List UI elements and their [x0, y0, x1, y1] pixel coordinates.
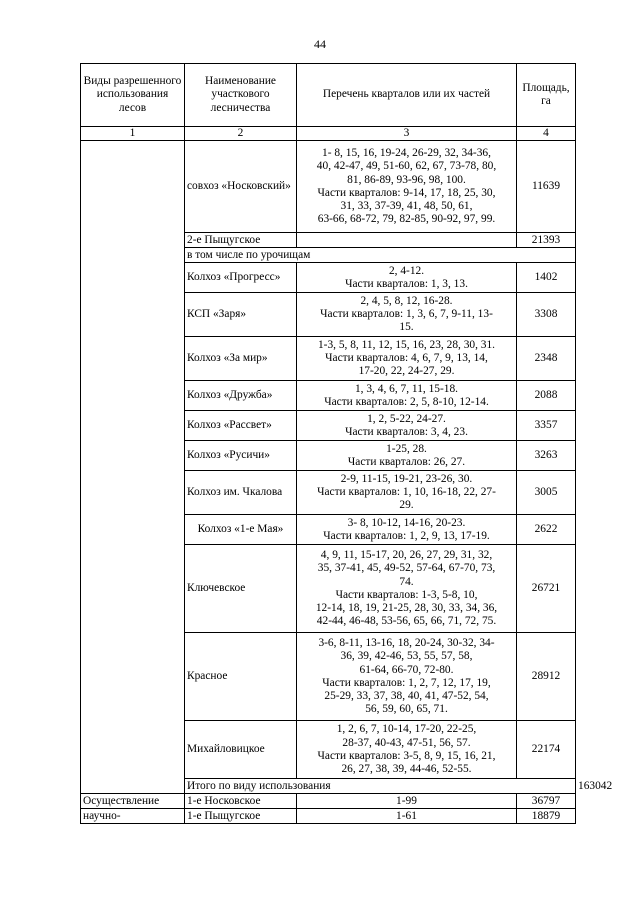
total-row: Итого по виду использования 163042 [81, 779, 576, 794]
quarters-line: Части кварталов: 1, 3, 13. [345, 277, 468, 290]
forestry-name: Ключевское [185, 545, 297, 633]
use-type: научно- [81, 809, 185, 824]
quarters-line: 1- 8, 15, 16, 19-24, 26-29, 32, 34-36, [322, 147, 491, 160]
quarters-list [297, 721, 517, 779]
area-value: 28912 [517, 633, 576, 721]
quarters-empty [297, 233, 517, 248]
forestry-name: Михайловицкое [185, 721, 297, 779]
forestry-name: Колхоз «Прогресс» [185, 263, 297, 293]
forestry-name: Колхоз «Рассвет» [185, 411, 297, 441]
forestry-name: КСП «Заря» [185, 293, 297, 337]
area-value: 2088 [517, 381, 576, 411]
table-row [81, 794, 576, 809]
quarters-line: Части кварталов: 26, 27. [347, 455, 466, 468]
forestry-name: Колхоз им. Чкалова [185, 471, 297, 515]
quarters-line: 17-20, 22, 24-27, 29. [358, 365, 455, 378]
area-value: 3005 [517, 471, 576, 515]
column-numbers-row [81, 127, 576, 141]
quarters-line: 61-64, 66-70, 72-80. [359, 663, 454, 676]
quarters-list [297, 411, 517, 441]
area-value: 11639 [517, 141, 576, 233]
column-number: 4 [517, 127, 576, 141]
area-value: 3357 [517, 411, 576, 441]
quarters-list [297, 141, 517, 233]
quarters-list [297, 633, 517, 721]
area-value: 3308 [517, 293, 576, 337]
quarters-line: Части кварталов: 4, 6, 7, 9, 13, 14, [325, 352, 488, 365]
quarters-list [297, 293, 517, 337]
header-area: Площадь, га [517, 64, 576, 127]
quarters-line: 1, 2, 5-22, 24-27. [367, 412, 446, 425]
quarters-line: 81, 86-89, 93-96, 98, 100. [347, 173, 466, 186]
header-use-type: Виды разрешенного использования лесов [81, 64, 185, 127]
quarters-list [297, 441, 517, 471]
subsection-label: в том числе по урочищам [185, 248, 576, 263]
quarters-line: 2, 4-12. [388, 264, 425, 277]
quarters-line: 1-25, 28. [386, 442, 427, 455]
quarters-line: 3- 8, 10-12, 14-16, 20-23. [347, 516, 466, 529]
forestry-name: Колхоз «1-е Мая» [185, 515, 297, 545]
quarters-line: 3-6, 8-11, 13-16, 18, 20-24, 30-32, 34- [318, 637, 495, 650]
page-number: 44 [314, 37, 326, 51]
forestry-name: 1-е Пыщугское [185, 809, 297, 824]
table-row [81, 141, 576, 233]
quarters-list [297, 337, 517, 381]
quarters-line: 42-44, 46-48, 53-56, 65, 66, 71, 72, 75. [316, 615, 497, 628]
area-value: 26721 [517, 545, 576, 633]
quarters-line: Части кварталов: 1, 10, 16-18, 22, 27- [317, 486, 496, 499]
quarters-line: 12-14, 18, 19, 21-25, 28, 30, 33, 34, 36, [315, 601, 498, 614]
quarters-line: Части кварталов: 3, 4, 23. [345, 425, 468, 438]
quarters-list [297, 381, 517, 411]
column-number: 2 [185, 127, 297, 141]
forestry-name: 2-е Пыщугское [185, 233, 297, 248]
header-forestry-name: Наименование участкового лесничества [185, 64, 297, 127]
total-label: Итого по виду использования [185, 779, 576, 794]
area-value: 1402 [517, 263, 576, 293]
quarters-line: Части кварталов: 1, 3, 6, 7, 9-11, 13- [320, 308, 493, 321]
forestry-name: Колхоз «Русичи» [185, 441, 297, 471]
quarters-line: 35, 37-41, 45, 49-52, 57-64, 67-70, 73, [317, 562, 496, 575]
forestry-name: Колхоз «Дружба» [185, 381, 297, 411]
quarters-line: 29. [399, 499, 414, 512]
quarters-line: 25-29, 33, 37, 38, 40, 41, 47-52, 54, [324, 689, 489, 702]
header-quarters-list: Перечень кварталов или их частей [297, 64, 517, 127]
quarters-line: 26, 27, 38, 39, 44-46, 52-55. [341, 762, 472, 775]
quarters-list: 1-99 [297, 794, 517, 809]
quarters-line: 1, 2, 6, 7, 10-14, 17-20, 22-25, [336, 723, 477, 736]
use-type-cell-empty [81, 141, 185, 794]
quarters-list [297, 545, 517, 633]
quarters-line: 1, 3, 4, 6, 7, 11, 15-18. [354, 382, 459, 395]
quarters-line: 40, 42-47, 49, 51-60, 62, 67, 73-78, 80, [316, 160, 497, 173]
forestry-name: Красное [185, 633, 297, 721]
quarters-line: 36, 39, 42-46, 53, 55, 57, 58, [340, 650, 473, 663]
area-value: 2348 [517, 337, 576, 381]
quarters-line: 1-3, 5, 8, 11, 12, 15, 16, 23, 28, 30, 31. [317, 338, 496, 351]
area-value: 18879 [517, 809, 576, 824]
quarters-line: 4, 9, 11, 15-17, 20, 26, 27, 29, 31, 32, [320, 549, 493, 562]
area-value: 22174 [517, 721, 576, 779]
quarters-line: Части кварталов: 9-14, 17, 18, 25, 30, [317, 186, 496, 199]
quarters-list: 1-61 [297, 809, 517, 824]
quarters-list [297, 515, 517, 545]
quarters-line: 15. [399, 321, 414, 334]
use-type: Осуществление [81, 794, 185, 809]
forest-use-table [80, 63, 613, 824]
table-row [81, 809, 576, 824]
quarters-list [297, 471, 517, 515]
quarters-line: 63-66, 68-72, 79, 82-85, 90-92, 97, 99. [317, 213, 496, 226]
quarters-line: 56, 59, 60, 65, 71. [365, 703, 448, 716]
quarters-list [297, 263, 517, 293]
quarters-line: Части кварталов: 2, 5, 8-10, 12-14. [324, 395, 489, 408]
quarters-line: 2-9, 11-15, 19-21, 23-26, 30. [340, 472, 473, 485]
forestry-name: совхоз «Носковский» [185, 141, 297, 233]
quarters-line: Части кварталов: 1, 2, 7, 12, 17, 19, [322, 676, 491, 689]
area-value: 21393 [517, 233, 576, 248]
quarters-line: 31, 33, 37-39, 41, 48, 50, 61, [340, 199, 473, 212]
column-number: 3 [297, 127, 517, 141]
quarters-line: Части кварталов: 1-3, 5-8, 10, [335, 588, 478, 601]
area-value: 2622 [517, 515, 576, 545]
quarters-line: Части кварталов: 3-5, 8, 9, 15, 16, 21, [317, 749, 496, 762]
quarters-line: 28-37, 40-43, 47-51, 56, 57. [342, 736, 471, 749]
header-row [81, 64, 576, 127]
forestry-name: Колхоз «За мир» [185, 337, 297, 381]
quarters-line: Части кварталов: 1, 2, 9, 13, 17-19. [323, 529, 490, 542]
area-value: 3263 [517, 441, 576, 471]
quarters-line: 74. [399, 575, 414, 588]
column-number: 1 [81, 127, 185, 141]
area-value: 36797 [517, 794, 576, 809]
forestry-name: 1-е Носковское [185, 794, 297, 809]
quarters-line: 2, 4, 5, 8, 12, 16-28. [360, 294, 453, 307]
